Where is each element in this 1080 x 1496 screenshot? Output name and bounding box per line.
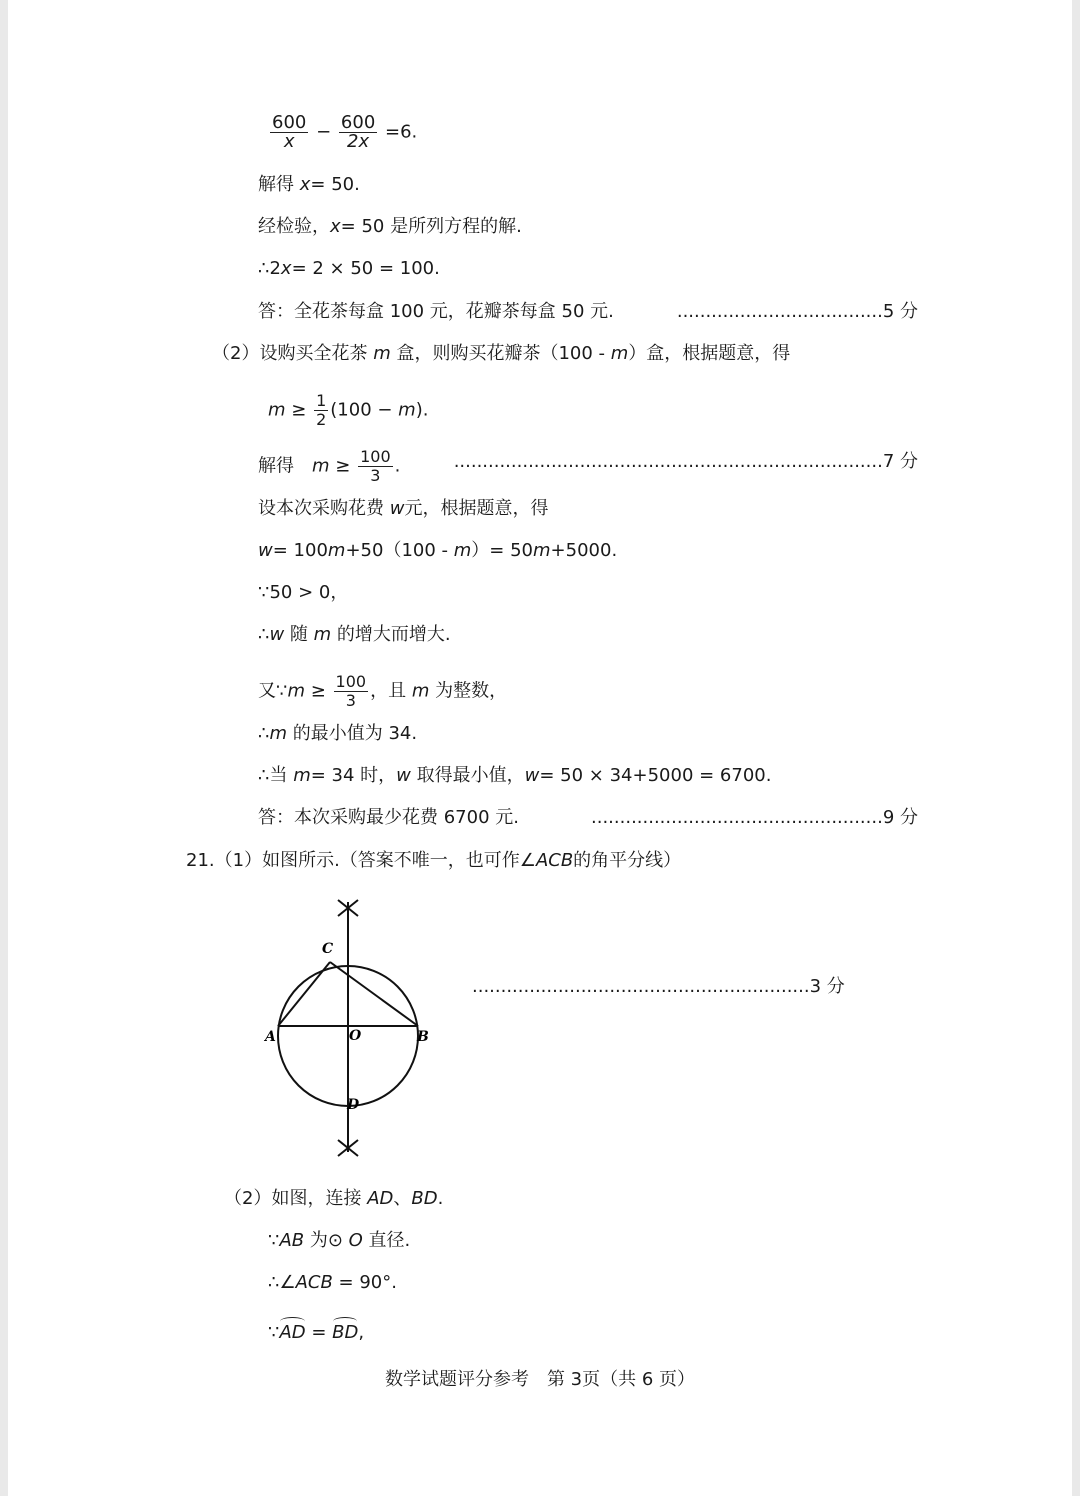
right-angle-line: ∴∠ACB = 90°. xyxy=(268,1272,397,1293)
label-d: D xyxy=(347,1097,360,1113)
segment-ac xyxy=(278,962,330,1026)
therefore-line: ∴2x= 2 × 50 = 100. xyxy=(258,258,440,279)
exam-page xyxy=(8,0,1072,1496)
fraction-1-2: $\frac{1}{2}$ xyxy=(316,391,327,429)
fraction-600-x: $\frac{600}{x}$ xyxy=(272,112,307,152)
solution-line: 解得 x= 50. xyxy=(258,174,360,195)
label-o: O xyxy=(349,1028,362,1044)
increase-line: ∴w 随 m 的增大而增大. xyxy=(258,624,451,645)
inequality-solution: 解得 m ≥ $\frac{100}{3}$ . xyxy=(258,447,401,485)
fraction-100-3-b: $\frac{100}{3}$ xyxy=(335,672,367,710)
integer-condition: 又∵m ≥ $\frac{100}{3}$ ，且 m 为整数， xyxy=(258,672,508,710)
arc-equality-line: ∵AD = BD, xyxy=(268,1322,365,1343)
cost-function: w= 100m+50（100 - m）= 50m+5000. xyxy=(258,540,618,561)
score-7: ...........................................................................7 分 xyxy=(453,451,918,472)
equation-fractions: $\frac{600}{x}$ − $\frac{600}{2x}$ =6. xyxy=(272,112,418,152)
circle-construction-figure xyxy=(255,890,455,1165)
diameter-line: ∵AB 为⊙ O 直径. xyxy=(268,1230,411,1251)
label-a: A xyxy=(265,1029,276,1045)
arc-ad: AD xyxy=(279,1322,306,1343)
answer-line-1: 答：全花茶每盒 100 元，花瓣茶每盒 50 元. xyxy=(258,301,614,322)
page-footer: 数学试题评分参考 第 3页（共 6 页） xyxy=(384,1369,696,1390)
min-value-line: ∴m 的最小值为 34. xyxy=(258,723,418,744)
label-c: C xyxy=(322,941,334,957)
fraction-100-3: $\frac{100}{3}$ xyxy=(360,447,391,485)
question-21-part-2: （2）如图，连接 AD、BD. xyxy=(224,1188,444,1209)
because-line: ∵50 > 0， xyxy=(258,582,349,603)
inequality-line: m ≥ $\frac{1}{2}$ (100 − m). xyxy=(268,391,429,429)
question-21-part-1: 21.（1）如图所示.（答案不唯一，也可作∠ACB的角平分线） xyxy=(186,850,682,871)
score-9: ...................................................9 分 xyxy=(591,807,918,828)
score-3: ...........................................................3 分 xyxy=(472,976,845,997)
score-5: ....................................5 分 xyxy=(676,301,918,322)
min-cost-line: ∴当 m= 34 时，w 取得最小值，w= 50 × 34+5000 = 6700. xyxy=(258,765,772,786)
fraction-600-2x: $\frac{600}{2x}$ xyxy=(340,112,376,152)
part-2-setup: （2）设购买全花茶 m 盒，则购买花瓣茶（100 - m）盒，根据题意，得 xyxy=(212,343,791,364)
answer-line-2: 答：本次采购最少花费 6700 元. xyxy=(258,807,519,828)
cost-setup: 设本次采购花费 w元，根据题意，得 xyxy=(258,498,549,519)
label-b: B xyxy=(417,1029,429,1045)
verification-line: 经检验，x= 50 是所列方程的解. xyxy=(258,216,522,237)
arc-bd: BD xyxy=(332,1322,359,1343)
